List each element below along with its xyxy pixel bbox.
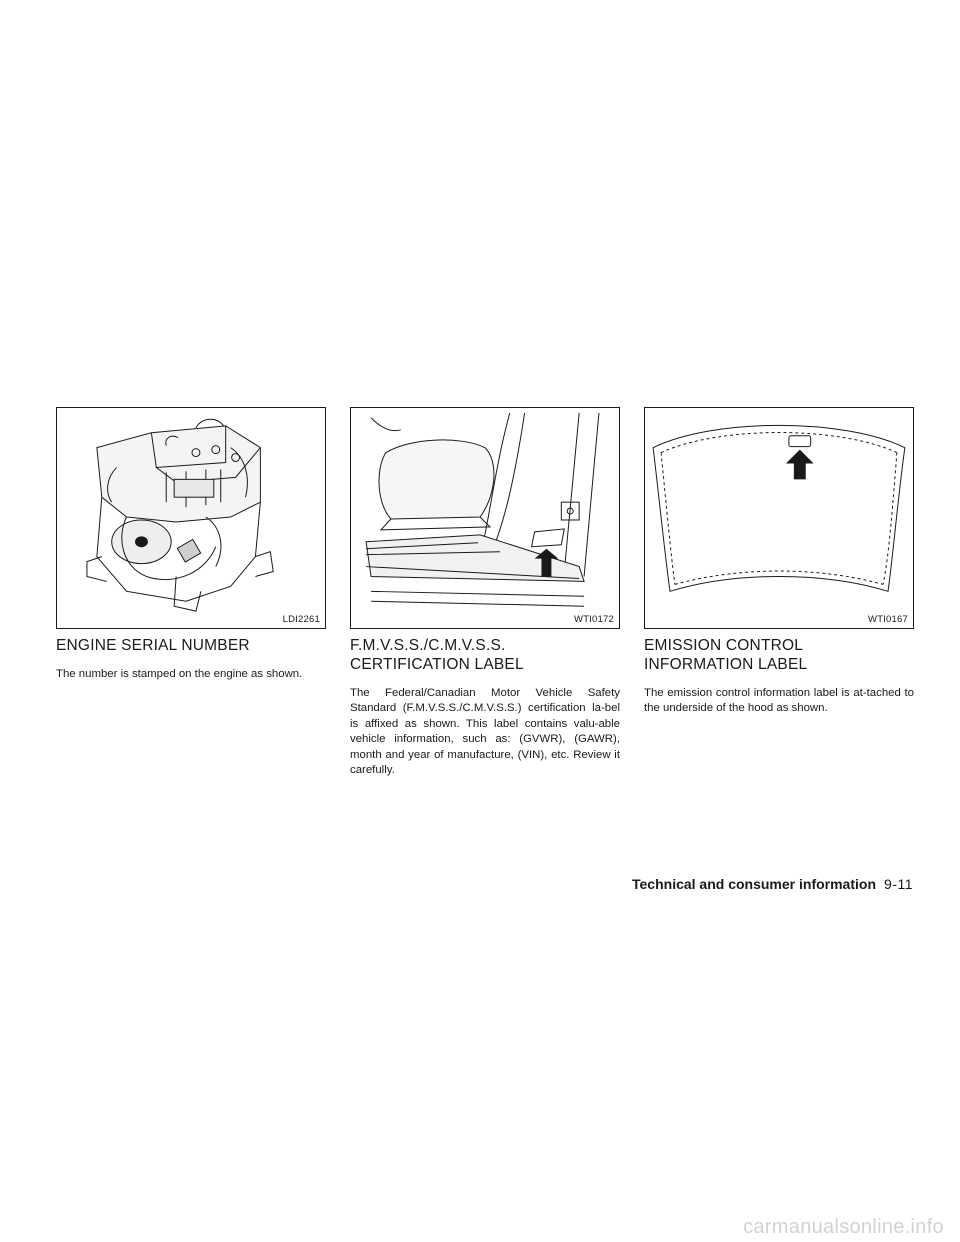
section-body: The number is stamped on the engine as shown.: [56, 668, 303, 680]
section-heading: [56, 636, 326, 655]
footer-section-title: Technical and consumer information: [632, 876, 877, 892]
heading-line: ENGINE SERIAL NUMBER: [56, 637, 250, 654]
hood-figure: [644, 407, 914, 629]
heading-line: F.M.V.S.S./C.M.V.S.S.: [350, 637, 506, 654]
watermark: carmanualsonline.info: [743, 1216, 944, 1238]
section-body: The Federal/Canadian Motor Vehicle Safety Standard (F.M.V.S.S./C.M.V.S.S.) certification la-bel is affixed as shown. This label contains valu-able vehicle information, such as: (GVWR), (GAWR), month and year of manufacture, (VIN), etc. Review it carefully.: [350, 687, 620, 777]
section-heading: [644, 636, 914, 674]
hood-illustration: [645, 408, 913, 628]
page-number: 9-11: [884, 876, 913, 892]
door-sill-illustration: [351, 408, 619, 628]
heading-line: INFORMATION LABEL: [644, 656, 808, 673]
page-footer: [632, 876, 913, 892]
door-sill-figure: [350, 407, 620, 629]
emission-control-section: [644, 636, 914, 717]
figure-code: WTI0167: [868, 614, 908, 625]
figure-code: WTI0172: [574, 614, 614, 625]
heading-line: EMISSION CONTROL: [644, 637, 804, 654]
heading-line: CERTIFICATION LABEL: [350, 656, 524, 673]
certification-label-section: [350, 636, 620, 778]
engine-figure: [56, 407, 326, 629]
figure-code: LDI2261: [282, 614, 320, 625]
engine-serial-section: [56, 636, 326, 682]
section-body: The emission control information label is at-tached to the underside of the hood as shown.: [644, 687, 914, 715]
engine-illustration: [57, 408, 325, 628]
section-heading: [350, 636, 620, 674]
